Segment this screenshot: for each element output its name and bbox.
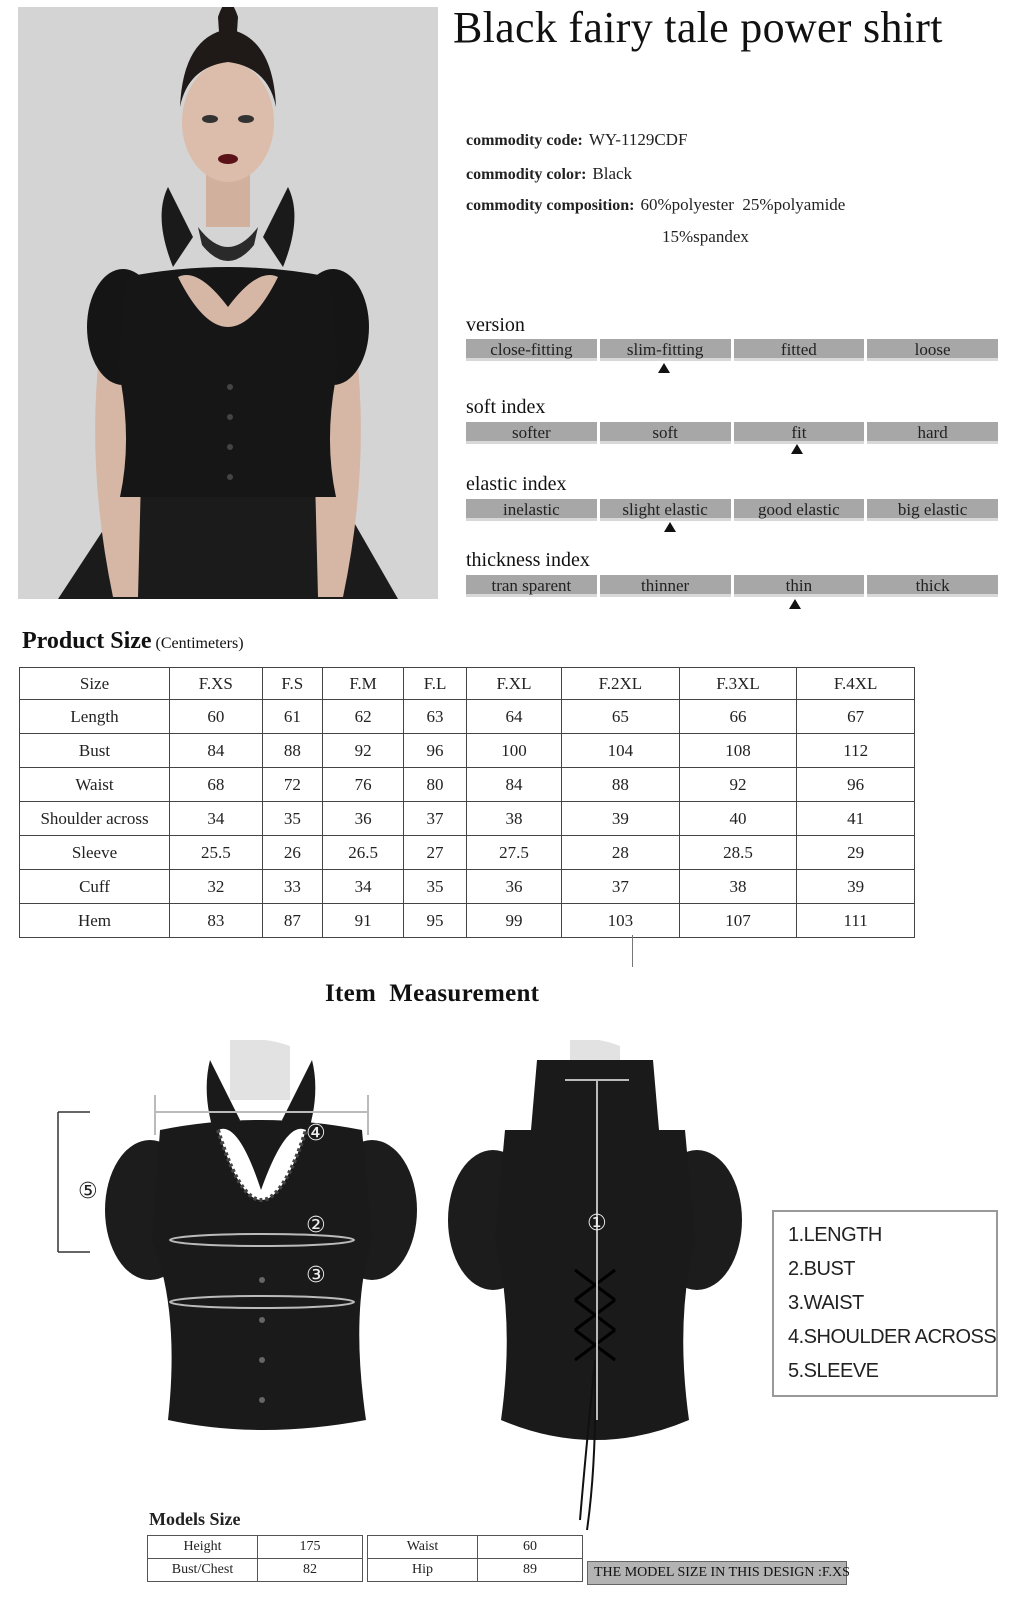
size-table-header: F.M (322, 668, 403, 700)
table-cell: 104 (562, 734, 680, 768)
version-selected-marker-icon (658, 363, 670, 373)
table-row (20, 700, 915, 734)
table-cell: 41 (797, 802, 915, 836)
elastic-index-option: inelastic (466, 499, 597, 521)
table-cell: 36 (322, 802, 403, 836)
table-cell: 76 (322, 768, 403, 802)
table-row (148, 1536, 363, 1559)
size-table (19, 667, 915, 938)
size-table-header: F.3XL (679, 668, 797, 700)
table-cell: 82 (258, 1559, 363, 1582)
table-cell: 34 (322, 870, 403, 904)
elastic-index-selected-marker-icon (664, 522, 676, 532)
table-cell: 103 (562, 904, 680, 938)
thickness-index-option: thinner (600, 575, 731, 597)
table-cell: 34 (170, 802, 263, 836)
version-option: slim-fitting (600, 339, 731, 361)
table-cell: Waist (368, 1536, 478, 1559)
table-row (20, 836, 915, 870)
table-cell: 33 (262, 870, 322, 904)
table-row (20, 904, 915, 938)
table-cell: 96 (797, 768, 915, 802)
soft-index-option: fit (734, 422, 865, 444)
commodity-color-value: Black (592, 164, 633, 183)
table-row (368, 1536, 583, 1559)
version-bar (466, 339, 998, 361)
commodity-composition-value-1: 60%polyester 25%polyamide (640, 195, 846, 214)
shirt-front-diagram (50, 1040, 430, 1440)
commodity-code-label: commodity code: (466, 132, 583, 149)
thickness-index-option: thick (867, 575, 998, 597)
table-cell: 65 (562, 700, 680, 734)
table-cell: 62 (322, 700, 403, 734)
table-cell: Bust (20, 734, 170, 768)
marker-4: ④ (306, 1121, 326, 1146)
table-cell: 107 (679, 904, 797, 938)
soft-index-option: soft (600, 422, 731, 444)
table-cell: 37 (404, 802, 467, 836)
table-cell: 111 (797, 904, 915, 938)
table-cell: 60 (170, 700, 263, 734)
table-cell: Height (148, 1536, 258, 1559)
size-table-header: F.S (262, 668, 322, 700)
table-cell: Cuff (20, 870, 170, 904)
table-cell: 88 (562, 768, 680, 802)
table-cell: 99 (466, 904, 561, 938)
soft-index-option: hard (867, 422, 998, 444)
thickness-index-option: thin (734, 575, 865, 597)
marker-2: ② (306, 1213, 326, 1238)
product-size-heading (22, 628, 244, 655)
elastic-index-title: elastic index (466, 473, 567, 495)
table-cell: 100 (466, 734, 561, 768)
table-cell: 28 (562, 836, 680, 870)
elastic-index-bar (466, 499, 998, 521)
table-cell: 175 (258, 1536, 363, 1559)
thickness-index-title: thickness index (466, 549, 590, 571)
measurement-legend (772, 1210, 998, 1397)
legend-item: 4.SHOULDER ACROSS (788, 1326, 997, 1348)
table-cell: 89 (478, 1559, 583, 1582)
legend-item: 5.SLEEVE (788, 1360, 879, 1382)
table-cell: 92 (679, 768, 797, 802)
table-cell: Hem (20, 904, 170, 938)
thickness-index-selected-marker-icon (789, 599, 801, 609)
table-row (148, 1559, 363, 1582)
table-cell: 72 (262, 768, 322, 802)
commodity-color-row (466, 164, 632, 184)
models-size-table-1 (147, 1535, 363, 1582)
table-row (20, 802, 915, 836)
size-table-header: F.L (404, 668, 467, 700)
table-cell: 25.5 (170, 836, 263, 870)
table-cell: 95 (404, 904, 467, 938)
shirt-back-diagram (445, 1040, 745, 1540)
table-cell: Length (20, 700, 170, 734)
table-row (20, 768, 915, 802)
product-photo (18, 7, 438, 599)
table-cell: 40 (679, 802, 797, 836)
elastic-index-option: big elastic (867, 499, 998, 521)
table-cell: 84 (170, 734, 263, 768)
table-cell: 27 (404, 836, 467, 870)
soft-index-option: softer (466, 422, 597, 444)
table-cell: 91 (322, 904, 403, 938)
commodity-color-label: commodity color: (466, 166, 587, 183)
elastic-index-option: good elastic (734, 499, 865, 521)
soft-index-title: soft index (466, 396, 546, 418)
size-table-header: F.4XL (797, 668, 915, 700)
table-cell: 66 (679, 700, 797, 734)
table-cell: 67 (797, 700, 915, 734)
table-cell: Bust/Chest (148, 1559, 258, 1582)
version-option: fitted (734, 339, 865, 361)
table-cell: Sleeve (20, 836, 170, 870)
table-cell: 35 (262, 802, 322, 836)
size-table-header: F.XS (170, 668, 263, 700)
table-cell: 26 (262, 836, 322, 870)
table-cell: 92 (322, 734, 403, 768)
soft-index-bar (466, 422, 998, 444)
product-size-title: Product Size (22, 628, 152, 654)
item-measurement-title: Item Measurement (325, 980, 540, 1007)
table-cell: 84 (466, 768, 561, 802)
version-option: loose (867, 339, 998, 361)
legend-item: 1.LENGTH (788, 1224, 882, 1246)
table-cell: Waist (20, 768, 170, 802)
soft-index-selected-marker-icon (791, 444, 803, 454)
table-cell: 32 (170, 870, 263, 904)
table-cell: 80 (404, 768, 467, 802)
table-row (20, 734, 915, 768)
table-cell: 83 (170, 904, 263, 938)
table-cell: 27.5 (466, 836, 561, 870)
size-table-header-row (20, 668, 915, 700)
marker-1: ① (587, 1211, 607, 1236)
version-option: close-fitting (466, 339, 597, 361)
models-size-table-2 (367, 1535, 583, 1582)
marker-5: ⑤ (78, 1179, 98, 1204)
table-cell: 29 (797, 836, 915, 870)
table-cell: 35 (404, 870, 467, 904)
table-cell: 28.5 (679, 836, 797, 870)
table-cell: 36 (466, 870, 561, 904)
commodity-composition-row (466, 195, 845, 215)
size-table-header: F.XL (466, 668, 561, 700)
table-cell: 38 (466, 802, 561, 836)
version-title: version (466, 314, 525, 336)
table-cell: 26.5 (322, 836, 403, 870)
marker-3: ③ (306, 1263, 326, 1288)
product-title: Black fairy tale power shirt (453, 3, 943, 52)
table-row (20, 870, 915, 904)
table-cell: 63 (404, 700, 467, 734)
table-cell: 112 (797, 734, 915, 768)
commodity-code-row (466, 130, 687, 150)
table-cell: 38 (679, 870, 797, 904)
model-size-note: THE MODEL SIZE IN THIS DESIGN :F.XS (587, 1561, 847, 1585)
table-cell: Hip (368, 1559, 478, 1582)
table-cell: 96 (404, 734, 467, 768)
table-cell: 87 (262, 904, 322, 938)
commodity-composition-label: commodity composition: (466, 197, 635, 214)
table-cell: Shoulder across (20, 802, 170, 836)
thickness-index-option: tran sparent (466, 575, 597, 597)
elastic-index-option: slight elastic (600, 499, 731, 521)
legend-item: 2.BUST (788, 1258, 856, 1280)
table-cell: 64 (466, 700, 561, 734)
table-cell: 68 (170, 768, 263, 802)
table-divider-tick (632, 935, 633, 967)
model-wearing-shirt-image (18, 7, 438, 599)
table-cell: 39 (562, 802, 680, 836)
table-cell: 60 (478, 1536, 583, 1559)
thickness-index-bar (466, 575, 998, 597)
commodity-composition-value-2: 15%spandex (662, 227, 749, 246)
product-size-unit: (Centimeters) (155, 635, 244, 652)
table-row (368, 1559, 583, 1582)
table-cell: 37 (562, 870, 680, 904)
table-cell: 88 (262, 734, 322, 768)
table-cell: 108 (679, 734, 797, 768)
table-cell: 39 (797, 870, 915, 904)
legend-item: 3.WAIST (788, 1292, 864, 1314)
size-table-header: F.2XL (562, 668, 680, 700)
size-table-header: Size (20, 668, 170, 700)
models-size-title: Models Size (149, 1509, 241, 1529)
table-cell: 61 (262, 700, 322, 734)
commodity-code-value: WY-1129CDF (588, 130, 688, 149)
